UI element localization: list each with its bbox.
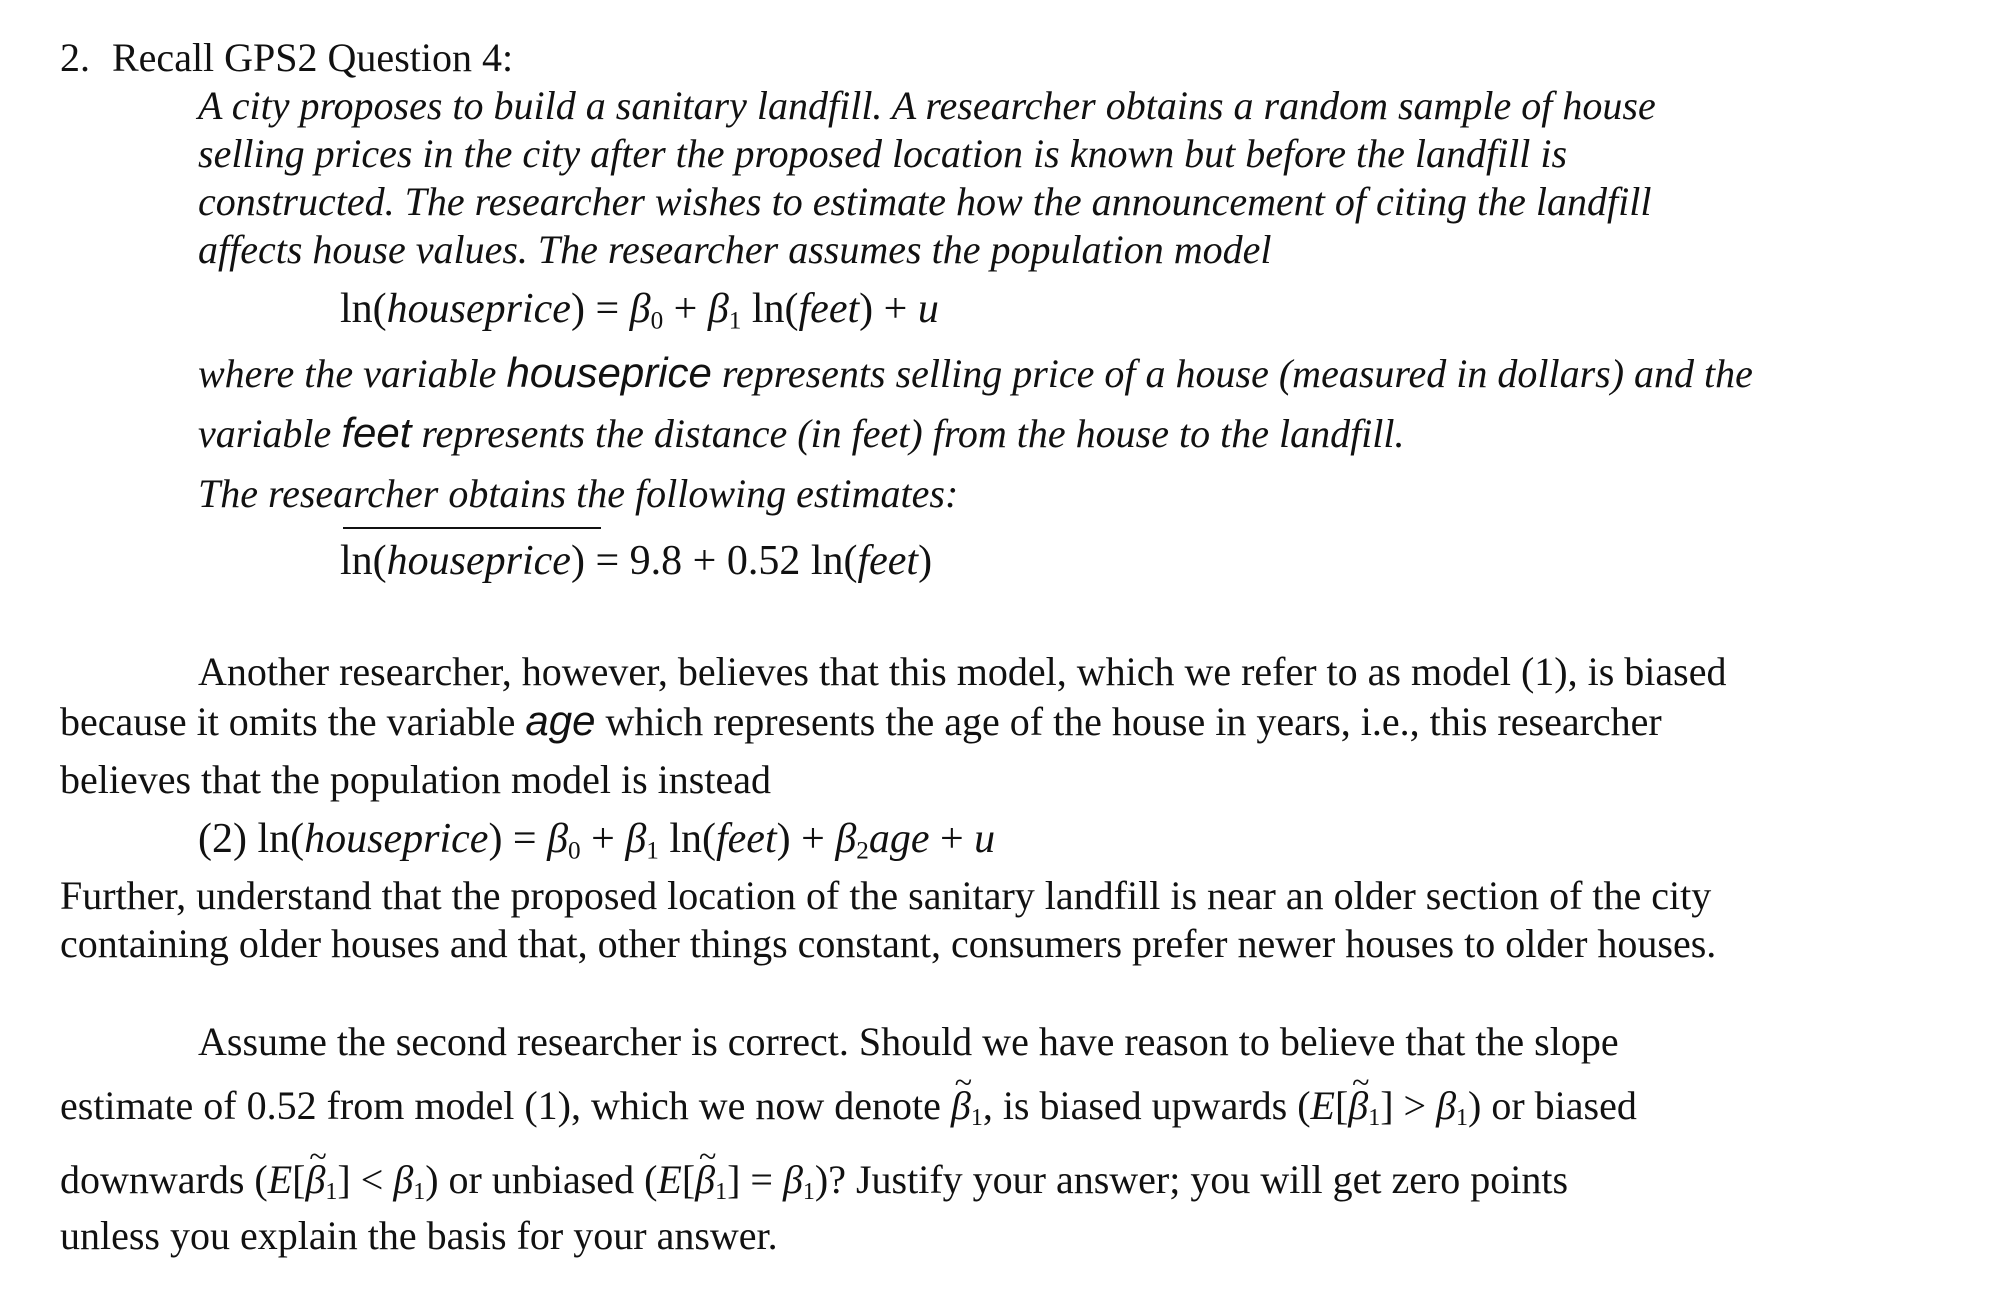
para2-line-4: Further, understand that the proposed location of the sanitary landfill is near an older section of the city [60, 873, 1712, 918]
para3-line-2: estimate of 0.52 from model (1), which we now denote ~ $\beta_1$, is biased upwards (E[~ $\beta_1] > \beta_1$) or biased [60, 1086, 1637, 1130]
question-heading [60, 35, 514, 80]
quote-line-1: A city proposes to build a sanitary landfill. A researcher obtains a random sample of house [198, 83, 1656, 128]
var-feet: feet [341, 409, 412, 456]
para3-line-1: Assume the second researcher is correct. Should we have reason to believe that the slope [198, 1019, 1619, 1064]
para2-line-2: because it omits the variable age which represents the age of the house in years, i.e., this researcher [60, 697, 1662, 744]
para2-line-5: containing older houses and that, other things constant, consumers prefer newer houses to older houses. [60, 921, 1717, 966]
question-number: 2. [60, 35, 90, 80]
estimates-intro: The researcher obtains the following estimates: [198, 471, 959, 516]
para2-line-3: believes that the population model is instead [60, 757, 771, 802]
hat-overline [343, 527, 601, 529]
quote-line-2: selling prices in the city after the proposed location is known but before the landfill is [198, 131, 1568, 176]
model-2-equation: (2) ln(houseprice) = $\beta_0 + \beta_1$ ln(feet) + $\beta_2age + u$ [198, 816, 996, 865]
quote-line-3: constructed. The researcher wishes to estimate how the announcement of citing the landfill [198, 179, 1652, 224]
variable-definition-line-1: where the variable houseprice represents selling price of a house (measured in dollars) and the [198, 349, 1753, 396]
var-houseprice: houseprice [506, 349, 712, 396]
population-model-equation: ln(houseprice) = $\beta_0 + \beta_1$ ln(feet) + u [340, 286, 939, 335]
variable-definition-line-2: variable feet represents the distance (in feet) from the house to the landfill. [198, 409, 1405, 456]
para2-line-1: Another researcher, however, believes that this model, which we refer to as model (1), is biased [198, 649, 1727, 694]
para3-line-3: downwards (E[~ $\beta_1] < \beta_1$) or unbiased (E[~ $\beta_1] = \beta_1$)? Justify your answer; you will get zero points [60, 1160, 1568, 1204]
quote-line-4: affects house values. The researcher assumes the population model [198, 227, 1272, 272]
var-age: age [525, 697, 596, 744]
para3-line-4: unless you explain the basis for your answer. [60, 1213, 778, 1258]
estimated-equation: ln(houseprice) = 9.8 + 0.52 ln(feet) [340, 538, 933, 584]
question-title: Recall GPS2 Question 4: [112, 35, 514, 80]
beta1-tilde: ~ β [951, 1086, 971, 1126]
